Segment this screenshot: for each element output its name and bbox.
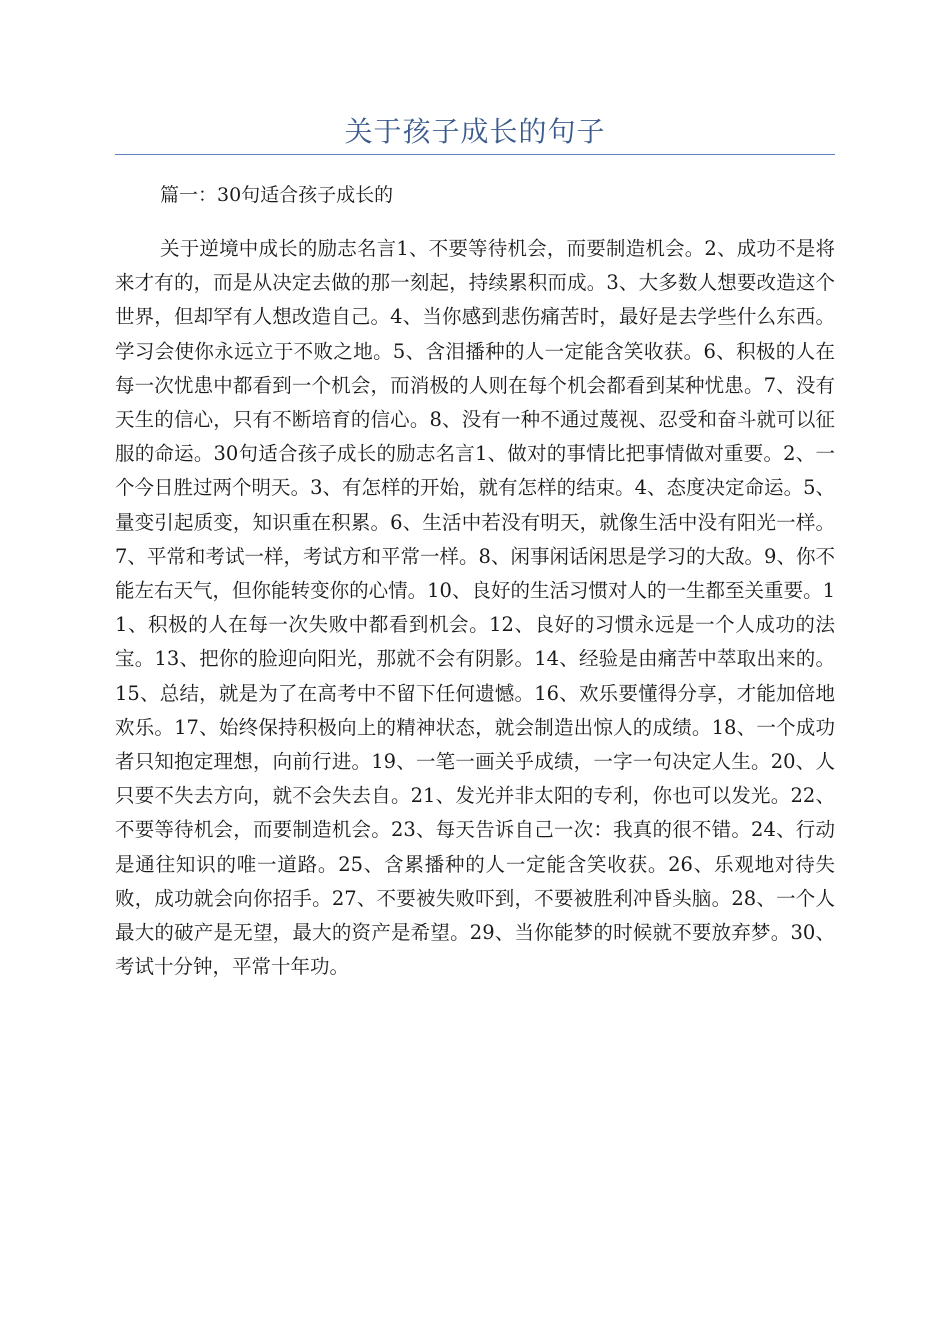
document-title: 关于孩子成长的句子: [344, 115, 606, 148]
title-underline: [115, 154, 835, 155]
section-heading: 篇一：30句适合孩子成长的: [160, 184, 394, 206]
body-paragraph: 关于逆境中成长的励志名言1、不要等待机会，而要制造机会。2、成功不是将来才有的，而是从决定去做的那一刻起，持续累积而成。3、大多数人想要改造这个世界，但却罕有人想改造自己。4、当你感到悲伤痛苦时，最好是去学些什么东西。学习会使你永远立于不败之地。5、含泪播种的人一定能含笑收获。6、积极的人在每一次忧患中都看到一个机会，而消极的人则在每个机会都看到某种忧患。7、没有天生的信心，只有不断培育的信心。8、没有一种不通过蔑视、忍受和奋斗就可以征服的命运。30句适合孩子成长的励志名言1、做对的事情比把事情做对重要。2、一个今日胜过两个明天。3、有怎样的开始，就有怎样的结束。4、态度决定命运。5、量变引起质变，知识重在积累。6、生活中若没有明天，就像生活中没有阳光一样。7、平常和考试一样，考试方和平常一样。8、闲事闲话闲思是学习的大敌。9、你不能左右天气，但你能转变你的心情。10、良好的生活习惯对人的一生都至关重要。11、积极的人在每一次失败中都看到机会。12、良好的习惯永远是一个人成功的法宝。13、把你的脸迎向阳光，那就不会有阴影。14、经验是由痛苦中萃取出来的。15、总结，就是为了在高考中不留下任何遗憾。16、欢乐要懂得分享，才能加倍地欢乐。17、始终保持积极向上的精神状态，就会制造出惊人的成绩。18、一个成功者只知抱定理想，向前行进。19、一笔一画关乎成绩，一字一句决定人生。20、人只要不失去方向，就不会失去自。21、发光并非太阳的专利，你也可以发光。22、不要等待机会，而要制造机会。23、每天告诉自己一次：我真的很不错。24、行动是通往知识的唯一道路。25、含累播种的人一定能含笑收获。26、乐观地对待失败，成功就会向你招手。27、不要被失败吓到，不要被胜利冲昏头脑。28、一个人最大的破产是无望，最大的资产是希望。29、当你能梦的时候就不要放弃梦。30、考试十分钟，平常十年功。: [115, 237, 835, 979]
